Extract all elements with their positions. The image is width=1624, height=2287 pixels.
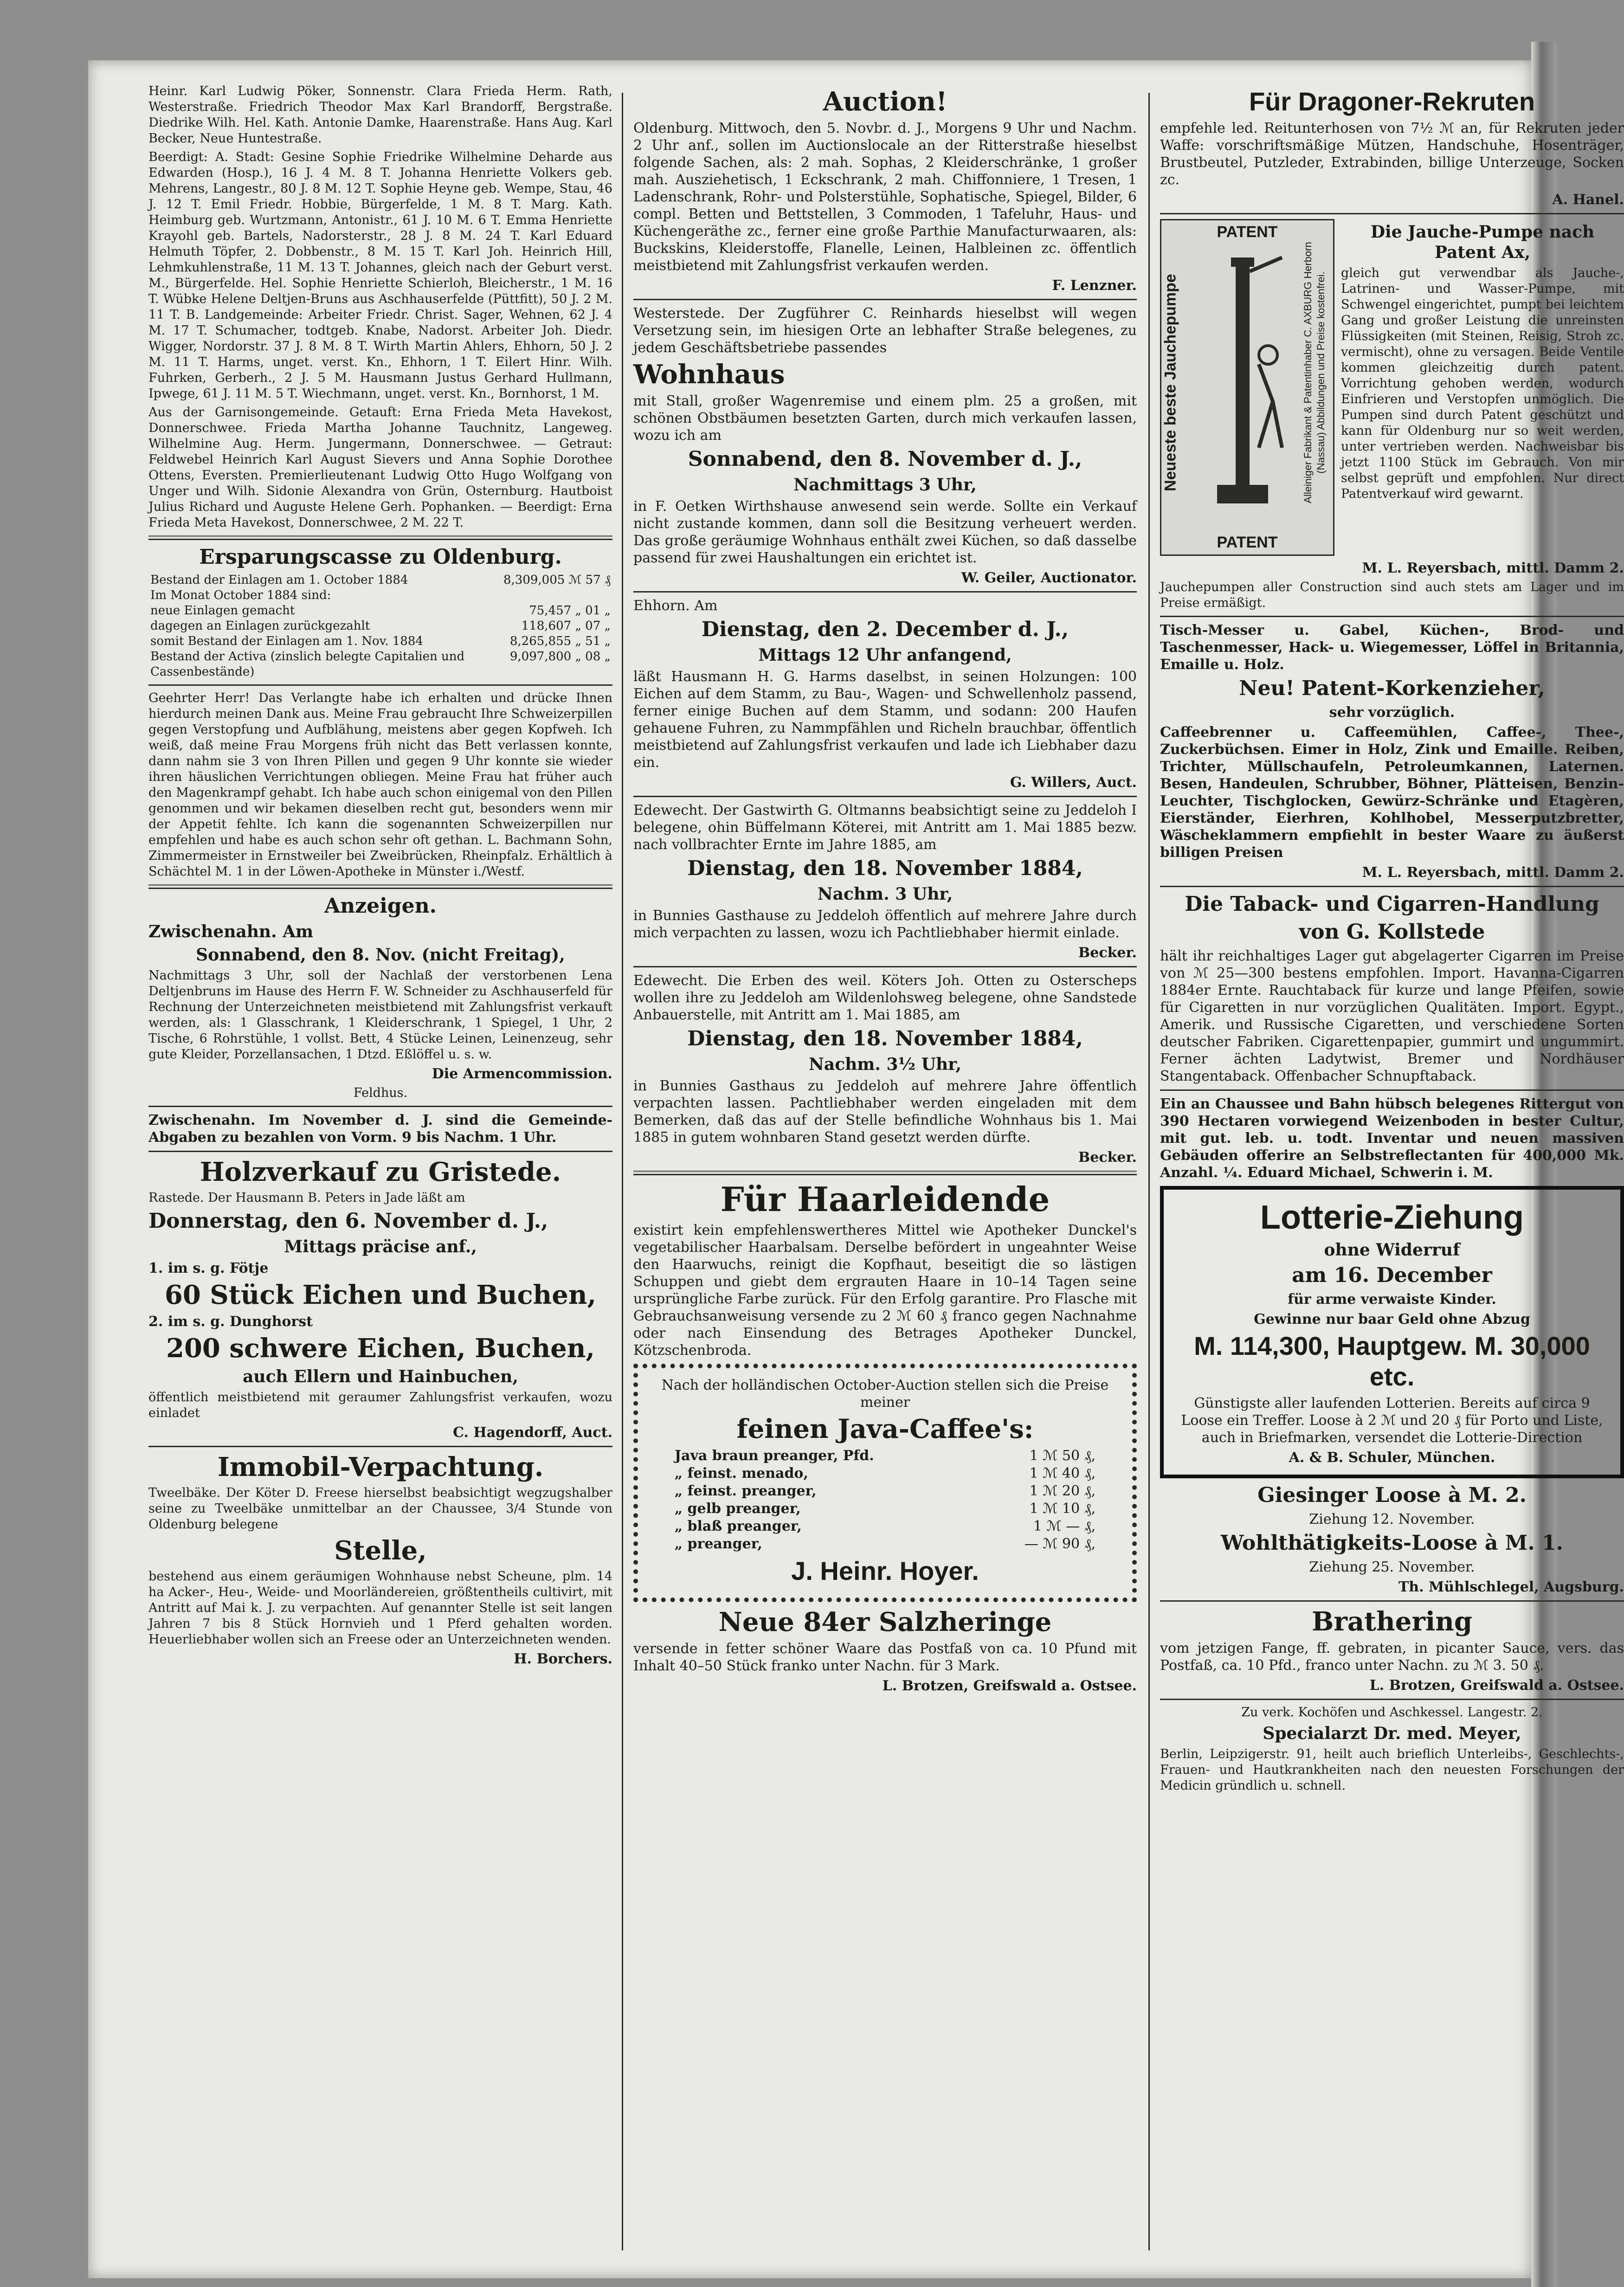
auction-title: Auction! xyxy=(823,86,947,117)
savings-value: 75,457 „ 01 „ xyxy=(529,604,611,618)
pump-drawing-icon xyxy=(1203,253,1287,513)
coffee-row xyxy=(673,1500,1097,1518)
tobacco-text: hält ihr reichhaltiges Lager gut abgelagerter Cigarren im Preise von ℳ 25—300 bestens empfohlen. Import. Havanna-Cigarren 1884er Ernte. Rauchtaback für kurze und lange Pfeifen, sowie für Cigaretten in nur vorzüglichen Qualitäten. Import. Egypt., Amerik. und Russische Cigaretten, und verschiedene Sorten deutscher Fabriken. Cigarettenpapier, gummirt und ungummirt. Ferner ächten Ladytwist, Bremer und Nordhäuser Stangentaback. Offenbacher Schnupftaback. xyxy=(1160,948,1624,1084)
oltmanns-time: Nachm. 3 Uhr, xyxy=(817,884,953,904)
ad4-text: Tweelbäke. Der Köter D. Freese hierselbst beabsichtigt wegzugshalber seine zu Tweelbäke unmittelbar an der Chaussee, 3/4 Stunde von Oldenburg belegene xyxy=(148,1486,612,1532)
savings-row xyxy=(148,649,612,680)
ehhorn-time: Mittags 12 Uhr anfangend, xyxy=(758,645,1012,665)
pump-img-bottom: PATENT xyxy=(1217,534,1278,551)
divider xyxy=(633,1171,1137,1175)
lottery-for: für arme verwaiste Kinder. xyxy=(1288,1291,1496,1308)
divider xyxy=(148,1446,612,1447)
otten-time: Nachm. 3½ Uhr, xyxy=(808,1055,962,1074)
divider xyxy=(633,299,1137,300)
ad2-text: Zwischenahn. Im November d. J. sind die Gemeinde-Abgaben zu bezahlen von Vorm. 9 bis Nachm. 1 Uhr. xyxy=(148,1112,612,1146)
savings-row xyxy=(148,603,612,618)
westerstede-sign: W. Geiler, Auctionator. xyxy=(961,570,1137,586)
ad1-date: Sonnabend, den 8. Nov. (nicht Freitag), xyxy=(196,945,565,965)
savings-row xyxy=(148,573,612,588)
lottery-date: am 16. December xyxy=(1292,1263,1492,1287)
westerstede-text2: mit Stall, großer Wagenremise und einem plm. 25 a großen, mit schönen Obstbäumen besetzten Garten, durch mich verkaufen lassen, wozu ich am xyxy=(633,393,1137,444)
ad3-time: Mittags präcise anf., xyxy=(284,1237,477,1256)
auction-text: Oldenburg. Mittwoch, den 5. Novbr. d. J., Morgens 9 Uhr und Nachm. 2 Uhr anf., sollen im Auctionslocale an der Ritterstraße hieselbst folgende Sachen, als: 2 mah. Sophas, 2 Kleiderschränke, 1 großer mah. Ausziehetisch, 1 Eckschrank, 2 mah. Chiffonniere, 1 Tresen, 1 Ladenschrank, Rohr- und Polsterstühle, Sophatische, Spiegel, Bilder, 6 compl. Betten und Bettstellen, 3 Commoden, 1 Tafeluhr, Haus- und Küchengeräthe zc., ferner eine große Parthie Manufacturwaaren, als: Buckskins, Kleiderstoffe, Flanelle, Leinen, Halbleinen zc. öffentlich meistbietend mit Zahlungsfrist verkaufen werden. xyxy=(633,120,1137,274)
savings-label: neue Einlagen gemacht xyxy=(150,604,295,618)
anzeigen-title: Anzeigen. xyxy=(324,894,437,918)
divider xyxy=(1160,1089,1624,1091)
knife-text: Tisch-Messer u. Gabel, Küchen-, Brod- und Taschenmesser, Hack- u. Wiegemesser, Löffel in Britannia, Emaille u. Holz. xyxy=(1160,622,1624,673)
hair-title: Für Haarleidende xyxy=(720,1179,1050,1219)
dragoner-text: empfehle led. Reitunterhosen von 7½ ℳ an, für Rekruten jeder Waffe: vorschriftsmäßige Mützen, Handschuhe, Hosenträger, Brustbeutel, Putzleder, Extrabinden, billige Unterzeuge, Socken zc. xyxy=(1160,120,1624,188)
divider xyxy=(633,796,1137,797)
ad4-text2: bestehend aus einem geräumigen Wohnhause nebst Scheune, plm. 14 ha Acker-, Heu-, Weide- und Moorländereien, größtentheils cultivirt, mit Antritt auf Mai k. J. zu verpachten. Auf genannter Stelle ist seit langen Jahren 7 bis 8 Stück Hornvieh und 1 Pferd gehalten worden. Heuerliebhaber wollen sich an Freese oder an Unterzeichneten wenden. xyxy=(148,1569,612,1647)
divider xyxy=(633,966,1137,967)
coffee-price: 1 ℳ 20 ₰, xyxy=(1029,1483,1096,1499)
births-list: Heinr. Karl Ludwig Pöker, Sonnenstr. Clara Frieda Herm. Rath, Westerstraße. Friedrich Theodor Max Karl Brandorff, Bergstraße. Diedrike Wilh. Hel. Kath. Antonie Damke, Haarenstraße. Hans Aug. Karl Becker, Neue Huntestraße. xyxy=(148,84,612,146)
savings-value: 118,607 „ 07 „ xyxy=(521,619,611,633)
tobacco-title: Die Taback- und Cigarren-Handlung xyxy=(1185,892,1599,916)
pump-img-side: Neueste beste Jauchepumpe xyxy=(1161,274,1179,491)
brathering-text: vom jetzigen Fange, ff. gebraten, in picanter Sauce, vers. das Postfaß, ca. 10 Pfd., franco unter Nachn. zu ℳ 3. 50 ₰. xyxy=(1160,1640,1624,1674)
ehhorn-text: läßt Hausmann H. G. Harms daselbst, in seinen Holzungen: 100 Eichen auf dem Stamm, zu Bau-, Wagen- und Schwellenholz passend, ferner einige Buchen auf dem Stamm, und sodann: 200 Haufen gehauene Fuhren, zu Nammpfählen und Richeln brauchbar, öffentlich meistbietend auf Zahlungsfrist verkaufen und lade ich Liebhaber dazu ein. xyxy=(633,669,1137,771)
savings-label: Bestand der Einlagen am 1. October 1884 xyxy=(150,573,408,587)
oltmanns-date: Dienstag, den 18. November 1884, xyxy=(687,857,1083,880)
ad3-big2: 200 schwere Eichen, Buchen, xyxy=(166,1333,595,1364)
newspaper-page xyxy=(88,60,1624,2278)
pump-sign: M. L. Reyersbach, mittl. Damm 2. xyxy=(1362,560,1624,576)
testimonial-text: Geehrter Herr! Das Verlangte habe ich erhalten und drücke Ihnen hierdurch meinen Dank aus. Meine Frau gebraucht Ihre Schweizerpillen gegen Verstopfung und Aufblähung, meistens aber gegen Kopfweh. Ich weiß, daß meine Frau Morgens früh nicht das Bett verlassen konnte, dann nahm sie 3 von Ihren Pillen und gegen 9 Uhr konnte sie wieder ihren häuslichen Verrichtungen obliegen. Meine Frau hat früher auch den Magenkrampf gehabt. Ich habe auch schon einigemal von den Pillen genommen und wir bekamen dieselben recht gut, besonders wenn mir der Appetit fehlte. Ich kann die sogenannten Schweizerpillen nur empfehlen und habe es auch schon sehr oft gethan. L. Bachmann Sohn, Zimmermeister in Ernstweiler bei Zweibrücken, Rheinpfalz. Erhältlich à Schächtel M. 1 in der Löwen-Apotheke in Münster i./Westf. xyxy=(148,691,612,879)
divider xyxy=(148,535,612,540)
oltmanns-text: Edewecht. Der Gastwirth G. Oltmanns beabsichtigt seine zu Jeddeloh I belegene, ohin Büffelmann Köterei, mit Antritt am 1. Mai 1885 bezw. nach vollbrachter Ernte im Jahre 1885, am xyxy=(633,802,1137,853)
rent-text: Zu verk. Kochöfen und Aschkessel. Langestr. 2. xyxy=(1241,1705,1543,1720)
dragoner-sign: A. Hanel. xyxy=(1552,192,1624,208)
coffee-row xyxy=(673,1518,1097,1535)
oltmanns-sign: Becker. xyxy=(1078,945,1137,961)
coffee-row xyxy=(673,1482,1097,1500)
coffee-name: „ feinst. menado, xyxy=(674,1465,808,1482)
savings-title: Ersparungscasse zu Oldenburg. xyxy=(199,545,562,569)
ad1-sign2: Feldhus. xyxy=(353,1086,408,1100)
coffee-table xyxy=(673,1447,1097,1553)
pump-img-top: PATENT xyxy=(1217,223,1278,241)
column-2 xyxy=(633,84,1137,2260)
ad3-small: auch Ellern und Hainbuchen, xyxy=(243,1367,518,1386)
wohlthat-date: Ziehung 25. November. xyxy=(1309,1559,1475,1575)
coffee-price: 1 ℳ 40 ₰, xyxy=(1029,1465,1096,1482)
hair-text: existirt kein empfehlenswertheres Mittel wie Apotheker Dunckel's vegetabilischer Haarbalsam. Derselbe befördert in ungeahnter Weise den Haarwuchs, reinigt die Kopfhaut, beseitigt die so lästigen Schuppen und giebt dem ergrauten Haare in 10–14 Tagen seine ursprüngliche Farbe zurück. Für den Erfolg garantire. Pro Flasche mit Gebrauchsanweisung versende zu 2 ℳ 60 ₰ franco gegen Nachnahme oder nach Einsendung des Betrages Apotheker Dunckel, Kötzschenbroda. xyxy=(633,1222,1137,1359)
doctor-title: Specialarzt Dr. med. Meyer, xyxy=(1263,1724,1521,1743)
lottery-box xyxy=(1160,1186,1624,1478)
coffee-name: „ preanger, xyxy=(674,1536,762,1552)
deaths-list: Beerdigt: A. Stadt: Gesine Sophie Friedrike Wilhelmine Deharde aus Edwarden (Hosp.), 16 J. 4 M. 8 T. Johanna Henriette Volkers geb. Mehrens, Langestr., 80 J. 8 M. 12 T. Sophie Heyne geb. Wempe, Stau, 46 J. 12 T. Emil Friedr. Hobbie, Bürgerfelde, 1 M. 8 T. Marg. Kath. Heimburg geb. Wurtzmann, Antonistr., 61 J. 10 M. 6 T. Emma Henriette Krayohl geb. Bartels, Nadorsterstr., 28 J. 8 M. 24 T. Karl Eduard Helmuth Töpfer, 2. Dobbenstr., 8 M. 15 T. Karl Joh. Heinrich Hill, Lehmkuhlenstraße, 11 M. 13 T. Johannes, gleich nach der Geburt verst. M., Bürgerfelde. Hel. Sophie Henriette Schierloh, Bleicherstr., 1 M. 16 T. Wübke Helene Deltjen-Bruns aus Aschhauserfelde (Püttfitt), 50 J. 2 M. 11 T. B. Landgemeinde: Arbeiter Friedr. Christ. Sager, Wehnen, 62 J. 4 M. 17 T. Schumacher, todtgeb. Knabe, Nadorst. Arbeiter Joh. Diedr. Wigger, Nordorstr. 37 J. 8 M. 8 T. Wirth Martin Ahlers, Ehhorn, 50 J. 2 M. 11 T. Harms, unget. verst. Kn., Ehhorn, 1 T. Eilert Hinr. Wilh. Fuhrken, Gerberh., 2 J. 5 M. Hausmann Justus Gerhard Hullmann, Ipwege, 61 J. 11 M. 5 T. Wiechmann, unget. verst. Kn., Bornhorst, 1 M. xyxy=(148,150,612,401)
wohlthat-title: Wohlthätigkeits-Loose à M. 1. xyxy=(1221,1531,1563,1555)
brathering-sign: L. Brotzen, Greifswald a. Ostsee. xyxy=(1369,1677,1624,1694)
pump-title: Die Jauche-Pumpe nach Patent Ax, xyxy=(1370,222,1595,262)
savings-label: Bestand der Activa (zinslich belegte Capitalien und Cassenbestände) xyxy=(150,650,465,679)
ad3-title: Holzverkauf zu Gristede. xyxy=(200,1157,561,1187)
ehhorn-sign: G. Willers, Auct. xyxy=(1010,774,1137,791)
ad1-place: Zwischenahn. Am xyxy=(148,922,314,941)
savings-value: 9,097,800 „ 08 „ xyxy=(509,650,611,664)
otten-sign: Becker. xyxy=(1078,1149,1137,1166)
coffee-box xyxy=(633,1364,1137,1602)
divider xyxy=(148,684,612,686)
savings-row xyxy=(148,588,612,603)
otten-date: Dienstag, den 18. November 1884, xyxy=(687,1027,1083,1050)
savings-value: 8,265,855 „ 51 „ xyxy=(509,634,611,648)
lottery-sub: ohne Widerruf xyxy=(1324,1240,1460,1260)
lottery-sign: A. & B. Schuler, München. xyxy=(1289,1450,1495,1466)
column-rule xyxy=(622,93,623,2250)
westerstede-date: Sonnabend, den 8. November d. J., xyxy=(688,447,1083,471)
savings-label: somit Bestand der Einlagen am 1. Nov. 1884 xyxy=(150,634,423,648)
savings-row xyxy=(148,618,612,634)
coffee-row xyxy=(673,1465,1097,1482)
savings-value: 8,309,005 ℳ 57 ₰ xyxy=(503,573,611,587)
auction-sign: F. Lenzner. xyxy=(1052,277,1137,294)
herring-text: versende in fetter schöner Waare das Postfaß von ca. 10 Pfund mit Inhalt 40–50 Stück franko unter Nachn. für 3 Mark. xyxy=(633,1641,1137,1674)
oltmanns-text2: in Bunnies Gasthause zu Jeddeloh öffentlich auf mehrere Jahre durch mich verpachten zu lassen, wozu ich Pachtliebhaber hiermit einlade. xyxy=(633,908,1137,941)
westerstede-time: Nachmittags 3 Uhr, xyxy=(793,475,977,495)
knife-sign: M. L. Reyersbach, mittl. Damm 2. xyxy=(1362,864,1624,881)
coffee-price: — ℳ 90 ₰, xyxy=(1024,1536,1096,1552)
ad1-text: Nachmittags 3 Uhr, soll der Nachlaß der verstorbenen Lena Deltjenbruns im Hause des Herrn F. W. Schneider zu Aschhauserfeld für Rechnung der Unterzeichneten meistbietend mit Zahlungsfrist verkauft werden, als: 1 Glasschrank, 1 Kleiderschrank, 1 Spiegel, 1 Uhr, 2 Tische, 6 Rohrstühle, 1 vollst. Bett, 4 Stücke Leinen, Leinenzeug, sehr gute Kleider, Porzellansachen, 1 Dtzd. Eßlöffel u. s. w. xyxy=(148,968,612,1062)
divider xyxy=(148,1151,612,1152)
ad3-sign: C. Hagendorff, Auct. xyxy=(453,1424,612,1441)
coffee-name: „ gelb preanger, xyxy=(674,1501,801,1517)
ad3-date: Donnerstag, den 6. November d. J., xyxy=(148,1209,548,1233)
coffee-name: Java braun preanger, Pfd. xyxy=(674,1448,874,1464)
pump-ad xyxy=(1160,219,1624,556)
herring-sign: L. Brotzen, Greifswald a. Ostsee. xyxy=(882,1678,1137,1694)
ehhorn-place: Ehhorn. Am xyxy=(633,598,718,614)
ad3-item2: 2. im s. g. Dunghorst xyxy=(148,1314,313,1330)
coffee-intro: Nach der holländischen October-Auction stellen sich die Preise meiner xyxy=(661,1377,1109,1411)
coffee-price: 1 ℳ 50 ₰, xyxy=(1029,1448,1096,1464)
tobacco-title2: von G. Kollstede xyxy=(1299,920,1485,944)
divider xyxy=(1160,616,1624,617)
savings-row xyxy=(148,634,612,649)
ad3-text2: öffentlich meistbietend mit geraumer Zahlungsfrist verkaufen, wozu einladet xyxy=(148,1390,612,1420)
divider xyxy=(1160,886,1624,887)
divider xyxy=(633,591,1137,593)
ad3-text1: Rastede. Der Hausmann B. Peters in Jade läßt am xyxy=(148,1191,465,1205)
divider xyxy=(1160,1699,1624,1700)
divider xyxy=(148,884,612,889)
column-3 xyxy=(1160,84,1624,2260)
otten-text: Edewecht. Die Erben des weil. Köters Joh. Otten zu Osterscheps wollen ihre zu Jeddeloh am Wildenlohsweg belegene, ohne Sandstede Anbauerstelle, mit Antritt am 1. Mai 1885, am xyxy=(633,973,1137,1023)
ad4-title: Immobil-Verpachtung. xyxy=(217,1452,544,1482)
pump-text-block xyxy=(1341,219,1624,556)
coffee-title: feinen Java-Caffee's: xyxy=(736,1414,1034,1444)
lottery-title: Lotterie-Ziehung xyxy=(1260,1199,1524,1236)
ad3-item1: 1. im s. g. Fötje xyxy=(148,1260,269,1276)
pump-note: Jauchepumpen aller Construction sind auch stets am Lager und im Preise ermäßigt. xyxy=(1160,580,1624,610)
lottery-big: M. 114,300, Hauptgew. M. 30,000 etc. xyxy=(1194,1331,1590,1391)
westerstede-text3: in F. Oetken Wirthshause anwesend sein werde. Sollte ein Verkauf nicht zustande kommen, dann soll die Besitzung verheuert werden. Das große geräumige Wohnhaus enthält zwei Küchen, so daß dasselbe passend für zwei Haushaltungen ein erichtet ist. xyxy=(633,498,1137,566)
coffee-name: „ blaß preanger, xyxy=(674,1518,802,1534)
coffee-sign: J. Heinr. Hoyer. xyxy=(791,1556,979,1585)
coffee-row xyxy=(673,1447,1097,1465)
knife-new2: sehr vorzüglich. xyxy=(1329,704,1455,721)
otten-text2: in Bunnies Gasthaus zu Jeddeloh auf mehrere Jahre öffentlich verpachten lassen. Pachtliebhaber werden eingeladen mit dem Bemerken, daß das auf der Stelle befindliche Wohnhaus bis 1. Mai 1885 in gutem wohnbaren Stand gesetzt werden dürfte. xyxy=(633,1078,1137,1146)
pump-illustration xyxy=(1160,219,1334,556)
ad4-stelle: Stelle, xyxy=(334,1535,427,1566)
coffee-name: „ feinst. preanger, xyxy=(674,1483,817,1499)
knife-new: Neu! Patent-Korkenzieher, xyxy=(1239,676,1545,700)
savings-value xyxy=(502,588,612,603)
wohlthat-sign: Th. Mühlschlegel, Augsburg. xyxy=(1398,1579,1624,1595)
divider xyxy=(1160,1600,1624,1602)
doctor-text: Berlin, Leipzigerstr. 91, heilt auch brieflich Unterleibs-, Geschlechts-, Frauen- und Hautkrankheiten nach den neuesten Forschungen der Medicin gründlich u. schnell. xyxy=(1160,1747,1624,1793)
lottery-text: Günstigste aller laufenden Lotterien. Bereits auf circa 9 Loose ein Treffer. Loose à 2 ℳ und 20 ₰ für Porto und Liste, auch in Briefmarken, versendet die Lotterie-Direction xyxy=(1181,1395,1603,1446)
divider xyxy=(148,1106,612,1107)
ehhorn-date: Dienstag, den 2. December d. J., xyxy=(701,618,1069,641)
coffee-price: 1 ℳ 10 ₰, xyxy=(1029,1501,1096,1517)
coffee-row xyxy=(673,1535,1097,1553)
ad4-sign: H. Borchers. xyxy=(514,1651,612,1667)
giesinger-title: Giesinger Loose à M. 2. xyxy=(1257,1483,1527,1507)
brathering-title: Brathering xyxy=(1312,1606,1472,1637)
herring-title: Neue 84er Salzheringe xyxy=(718,1607,1052,1637)
estate-text: Ein an Chaussee und Bahn hübsch belegenes Rittergut von 390 Hectaren vorwiegend Weizenboden in bester Cultur, mit gut. leb. u. todt. Inventar und neuen massiven Gebäuden offerire an Selbstreflectanten für 400,000 Mk. Anzahl. ¼. Eduard Michael, Schwerin i. M. xyxy=(1160,1096,1624,1181)
lottery-gains: Gewinne nur baar Geld ohne Abzug xyxy=(1254,1311,1530,1327)
savings-label: Im Monat October 1884 sind: xyxy=(150,588,331,602)
giesinger-date: Ziehung 12. November. xyxy=(1309,1511,1475,1527)
savings-label: dagegen an Einlagen zurückgezahlt xyxy=(150,619,370,633)
column-1 xyxy=(148,84,612,2260)
savings-table xyxy=(148,573,612,680)
coffee-price: 1 ℳ — ₰, xyxy=(1033,1518,1096,1534)
westerstede-big: Wohnhaus xyxy=(633,359,785,390)
ad1-sign: Die Armencommission. xyxy=(432,1066,612,1082)
ad3-big1: 60 Stück Eichen und Buchen, xyxy=(164,1280,597,1310)
pump-text: gleich gut verwendbar als Jauche-, Latrinen- und Wasser-Pumpe, mit Schwengel eingerichtet, pumpt bei leichtem Gang und großer Leistung die unreinsten Flüssigkeiten (mit Steinen, Reisig, Stroh zc. vermischt), ohne zu versagen. Beide Ventile kommen gleichzeitig durch patent. Vorrichtung gehoben werden, wodurch Einfrieren und Verstopfen unmöglich. Die Pumpen sind durch Patent geschützt und kann für Oldenburg nur so weit werden, unter vertrieben werden. Nachweisbar bis jetzt 1100 Stück im Gebrauch. Von mir selbst geprüft und empfohlen. Nur direct Patentverkauf wird gewarnt. xyxy=(1341,266,1624,501)
westerstede-text: Westerstede. Der Zugführer C. Reinhards hieselbst will wegen Versetzung sein, im hiesigen Orte an lebhafter Straße belegenes, zu jedem Geschäftsbetriebe passendes xyxy=(633,305,1137,356)
pump-img-maker: Alleiniger Fabrikant & Patentinhaber C. AXBURG Herborn (Nassau) Abbildungen und Preise kostenfrei. xyxy=(1302,242,1327,503)
column-rule xyxy=(1148,93,1150,2250)
garrison-list: Aus der Garnisongemeinde. Getauft: Erna Frieda Meta Havekost, Donnerschwee. Frieda Martha Johanne Tauchnitz, Langeweg. Wilhelmine Aug. Herm. Jungermann, Donnerschwee. — Getraut: Feldwebel Heinrich Karl August Sievers und Anna Sophie Dorothee Ottens, Eversten. Premierlieutenant Ludwig Otto Hugo Wolfgang von Unger und Wilh. Sidonie Alexandra von Grün, Osternburg. Hautboist Julius Richard und Auguste Helene Gerh. Pophanken. — Beerdigt: Erna Frieda Meta Havekost, Donnerschwee, 2 M. 22 T. xyxy=(148,405,612,530)
knife-text2: Caffeebrenner u. Caffeemühlen, Caffee-, Thee-, Zuckerbüchsen. Eimer in Holz, Zink und Emaille. Reiben, Trichter, Müllschaufeln, Petroleumkannen, Laternen. Besen, Handeulen, Schrubber, Böhner, Plätteisen, Benzin-Leuchter, Tischglocken, Gewürz-Schränke und Etagèren, Eierständer, Eierhren, Kohlhobel, Messerputzbretter, Wäscheklammern empfiehlt in bester Waare zu äußerst billigen Preisen xyxy=(1160,724,1624,861)
dragoner-title: Für Dragoner-Rekruten xyxy=(1249,87,1535,116)
divider xyxy=(1160,213,1624,214)
